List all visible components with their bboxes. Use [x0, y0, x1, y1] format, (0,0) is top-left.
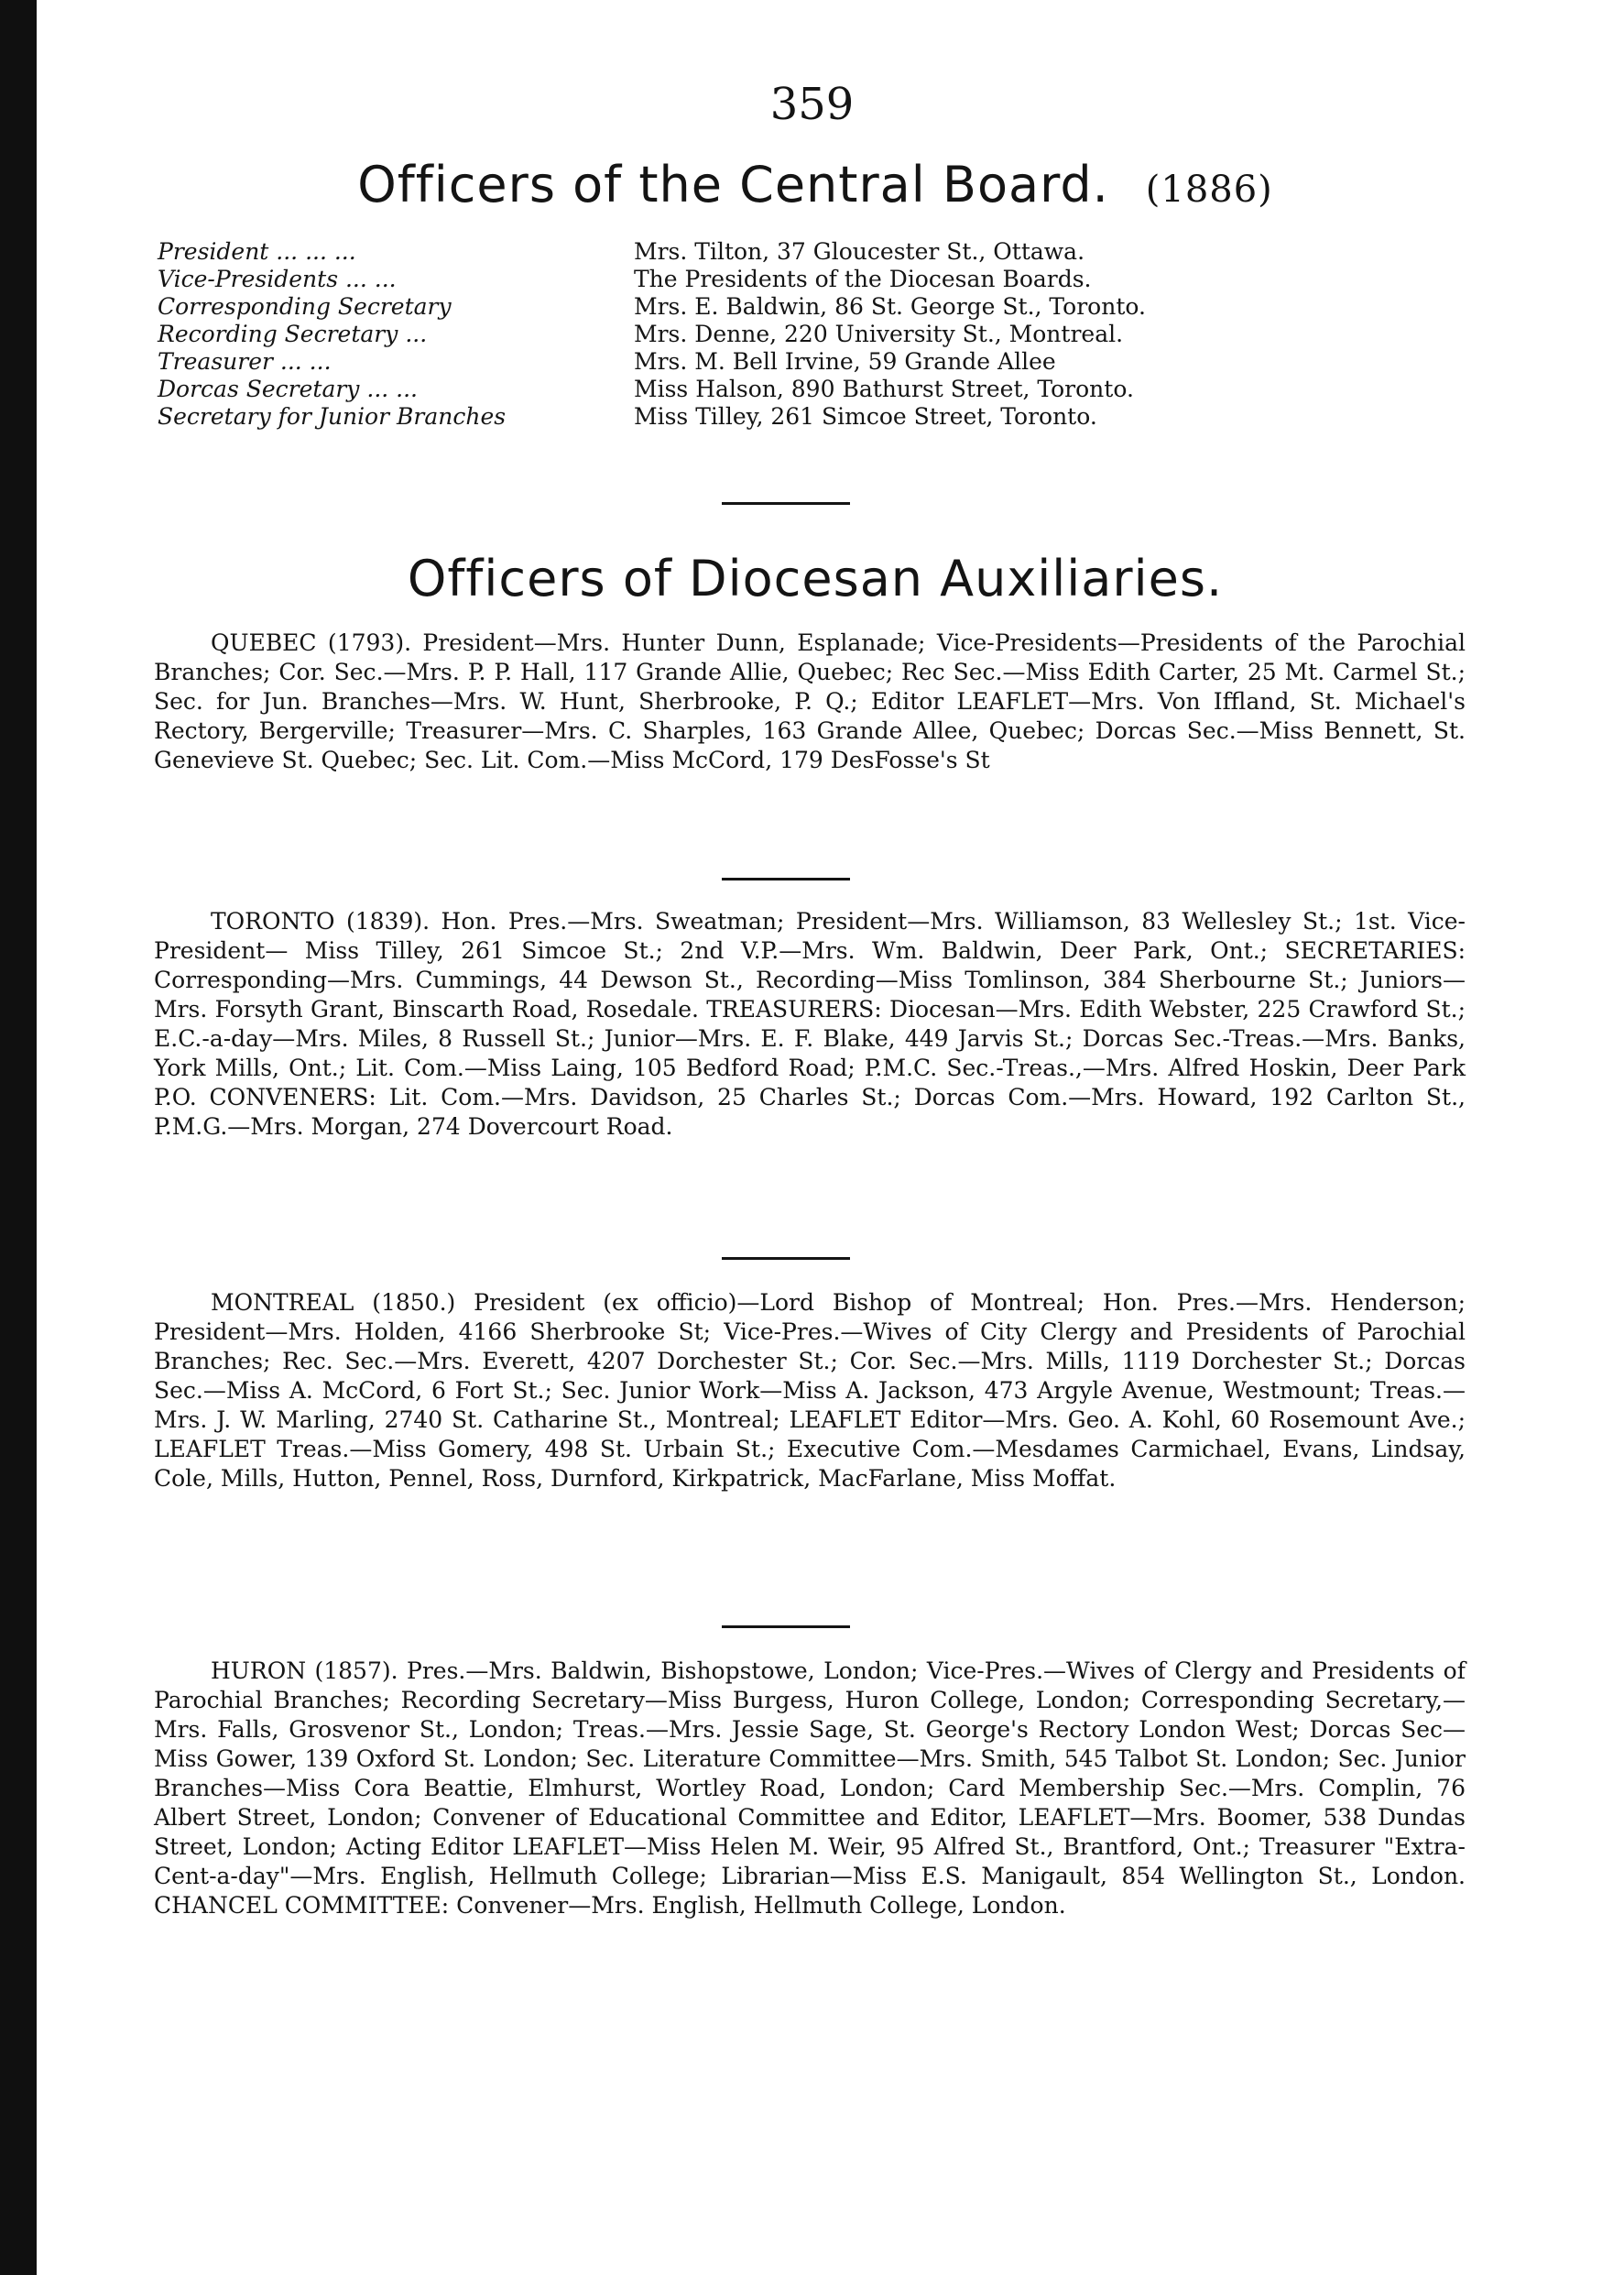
officer-role: Dorcas Secretary ... ...: [158, 376, 418, 402]
officer-name: The Presidents of the Diocesan Boards.: [634, 266, 1092, 292]
officer-role: President ... ... ...: [158, 238, 356, 265]
officer-role: Secretary for Junior Branches: [158, 403, 507, 430]
central-board-heading: [147, 156, 1484, 219]
central-board-title: Officers of the Central Board.: [357, 156, 1109, 213]
toronto-entry: [154, 907, 1466, 1142]
officer-name: Mrs. Denne, 220 University St., Montreal.: [634, 321, 1124, 347]
huron-entry: [154, 1657, 1466, 1920]
officer-row: [158, 293, 1495, 321]
officer-row: [158, 238, 1495, 266]
central-board-year: (1886): [1145, 169, 1273, 211]
huron-text: HURON (1857). Pres.—Mrs. Baldwin, Bishopstowe, London; Vice-Pres.—Wives of Clergy and Presidents of Parochial Branches; Recording Secretary—Miss Burgess, Huron College, London; Corresponding Secretary,—Mrs. Falls, Grosvenor St., London; Treas.—Mrs. Jessie Sage, St. George's Rectory London West; Dorcas Sec—Miss Gower, 139 Oxford St. London; Sec. Literature Committee—Mrs. Smith, 545 Talbot St. London; Sec. Junior Branches—Miss Cora Beattie, Elmhurst, Wortley Road, London; Card Membership Sec.—Mrs. Complin, 76 Albert Street, London; Convener of Educational Committee and Editor, LEAFLET—Mrs. Boomer, 538 Dundas Street, London; Acting Editor LEAFLET—Miss Helen M. Weir, 95 Alfred St., Brantford, Ont.; Treasurer "Extra-Cent-a-day"—Mrs. English, Hellmuth College; Librarian—Miss E.S. Manigault, 854 Wellington St., London. CHANCEL COMMITTEE: Convener—Mrs. English, Hellmuth College, London.: [154, 1657, 1466, 1919]
officer-role: Vice-Presidents ... ...: [158, 266, 397, 292]
section-divider: [722, 1257, 850, 1260]
officer-name: Mrs. Tilton, 37 Gloucester St., Ottawa.: [634, 238, 1085, 265]
page-binding-edge: [0, 0, 37, 2275]
officer-role: Recording Secretary ...: [158, 321, 428, 347]
officer-row: [158, 321, 1495, 348]
toronto-text: TORONTO (1839). Hon. Pres.—Mrs. Sweatman; President—Mrs. Williamson, 83 Wellesley St.; 1st. Vice-President— Miss Tilley, 261 Simcoe St.; 2nd V.P.—Mrs. Wm. Baldwin, Deer Park, Ont.; SECRETARIES: Corresponding—Mrs. Cummings, 44 Dewson St., Recording—Miss Tomlinson, 384 Sherbourne St.; Juniors—Mrs. Forsyth Grant, Binscarth Road, Rosedale. TREASURERS: Diocesan—Mrs. Edith Webster, 225 Crawford St.; E.C.-a-day—Mrs. Miles, 8 Russell St.; Junior—Mrs. E. F. Blake, 449 Jarvis St.; Dorcas Sec.-Treas.—Mrs. Banks, York Mills, Ont.; Lit. Com.—Miss Laing, 105 Bedford Road; P.M.C. Sec.-Treas.,—Mrs. Alfred Hoskin, Deer Park P.O. CONVENERS: Lit. Com.—Mrs. Davidson, 25 Charles St.; Dorcas Com.—Mrs. Howard, 192 Carlton St., P.M.G.—Mrs. Morgan, 274 Dovercourt Road.: [154, 908, 1466, 1140]
officer-row: [158, 403, 1495, 431]
montreal-text: MONTREAL (1850.) President (ex officio)—Lord Bishop of Montreal; Hon. Pres.—Mrs. Henderson; President—Mrs. Holden, 4166 Sherbrooke St; Vice-Pres.—Wives of City Clergy and Presidents of Parochial Branches; Rec. Sec.—Mrs. Everett, 4207 Dorchester St.; Cor. Sec.—Mrs. Mills, 1119 Dorchester St.; Dorcas Sec.—Miss A. McCord, 6 Fort St.; Sec. Junior Work—Miss A. Jackson, 473 Argyle Avenue, Westmount; Treas.—Mrs. J. W. Marling, 2740 St. Catharine St., Montreal; LEAFLET Editor—Mrs. Geo. A. Kohl, 60 Rosemount Ave.; LEAFLET Treas.—Miss Gomery, 498 St. Urbain St.; Executive Com.—Mesdames Carmichael, Evans, Lindsay, Cole, Mills, Hutton, Pennel, Ross, Durnford, Kirkpatrick, MacFarlane, Miss Moffat.: [154, 1289, 1466, 1492]
officer-role: Corresponding Secretary: [158, 293, 452, 320]
officer-row: [158, 348, 1495, 376]
section-divider: [722, 1625, 850, 1628]
section-divider: [722, 502, 850, 505]
quebec-entry: [154, 629, 1466, 775]
diocesan-heading: Officers of Diocesan Auxiliaries.: [407, 550, 1224, 607]
officer-name: Miss Tilley, 261 Simcoe Street, Toronto.: [634, 403, 1097, 430]
quebec-text: QUEBEC (1793). President—Mrs. Hunter Dunn, Esplanade; Vice-Presidents—Presidents of the Parochial Branches; Cor. Sec.—Mrs. P. P. Hall, 117 Grande Allie, Quebec; Rec Sec.—Miss Edith Carter, 25 Mt. Carmel St.; Sec. for Jun. Branches—Mrs. W. Hunt, Sherbrooke, P. Q.; Editor LEAFLET—Mrs. Von Iffland, St. Michael's Rectory, Bergerville; Treasurer—Mrs. C. Sharples, 163 Grande Allee, Quebec; Dorcas Sec.—Miss Bennett, St. Genevieve St. Quebec; Sec. Lit. Com.—Miss McCord, 179 DesFosse's St: [154, 629, 1466, 773]
binding-gap: [48, 0, 55, 2275]
officer-row: [158, 376, 1495, 403]
page-number: 359: [769, 79, 855, 130]
montreal-entry: [154, 1288, 1466, 1493]
officer-row: [158, 266, 1495, 293]
officer-name: Miss Halson, 890 Bathurst Street, Toronto.: [634, 376, 1134, 402]
officer-name: Mrs. M. Bell Irvine, 59 Grande Allee: [634, 348, 1056, 375]
officer-name: Mrs. E. Baldwin, 86 St. George St., Toronto.: [634, 293, 1146, 320]
central-board-officers: [158, 238, 1495, 431]
officer-role: Treasurer ... ...: [158, 348, 332, 375]
section-divider: [722, 878, 850, 880]
